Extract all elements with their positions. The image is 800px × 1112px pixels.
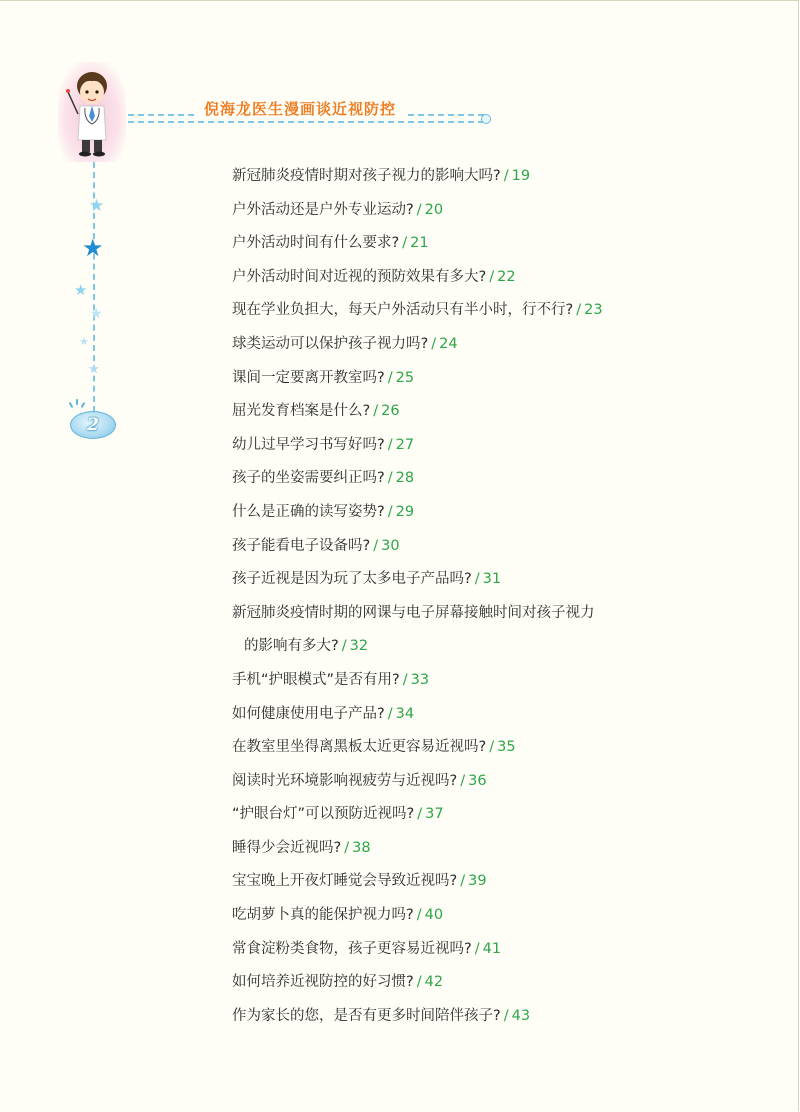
toc-page-separator: / (387, 436, 393, 453)
toc-page-separator: / (387, 503, 393, 520)
toc-page-separator: / (416, 907, 422, 924)
toc-item-title: 球类运动可以保护孩子视力吗? (232, 335, 429, 352)
table-of-contents (232, 160, 752, 1033)
toc-page-separator: / (387, 705, 393, 722)
toc-page-number: 24 (439, 335, 458, 352)
toc-page-ref (475, 941, 501, 957)
toc-page-ref (460, 773, 486, 789)
toc-page-ref (431, 336, 457, 352)
star-icon: ★ (82, 234, 104, 262)
toc-item (232, 664, 752, 698)
toc-page-ref (373, 403, 399, 419)
toc-page-number: 41 (482, 940, 502, 957)
toc-item (232, 160, 752, 194)
toc-page-number: 40 (424, 907, 444, 924)
toc-item (232, 865, 752, 899)
toc-item (232, 765, 752, 799)
toc-item-title: 户外活动时间有什么要求? (232, 235, 400, 252)
toc-page-ref (403, 672, 429, 688)
toc-page-separator: / (503, 1007, 509, 1024)
toc-page-number: 29 (395, 503, 415, 520)
toc-item (232, 731, 752, 765)
toc-item (232, 362, 752, 396)
toc-page-separator: / (402, 671, 408, 688)
toc-item (232, 429, 752, 463)
toc-page-number: 27 (395, 436, 415, 453)
toc-item-title: 孩子能看电子设备吗? (232, 537, 371, 554)
toc-item-title: 屈光发育档案是什么? (232, 403, 371, 420)
star-icon: ★ (89, 196, 105, 216)
toc-page-ref (417, 202, 443, 218)
toc-page-ref (489, 269, 515, 285)
toc-item (232, 1000, 752, 1034)
header-dot (481, 114, 491, 124)
toc-page-separator: / (416, 201, 422, 218)
toc-item (232, 698, 752, 732)
toc-item-title: 作为家长的您，是否有更多时间陪伴孩子? (232, 1007, 501, 1024)
toc-page-number: 36 (468, 772, 487, 789)
toc-page-separator: / (373, 403, 379, 420)
toc-page-separator: / (416, 974, 422, 991)
toc-item (232, 462, 752, 496)
toc-page-separator: / (489, 268, 495, 285)
toc-page-number: 32 (349, 638, 369, 655)
toc-page-ref (417, 974, 443, 990)
toc-item-title: 什么是正确的读写姿势? (232, 503, 385, 520)
toc-item-title: 吃胡萝卜真的能保护视力吗? (232, 907, 414, 924)
toc-item (232, 563, 752, 597)
toc-page-separator: / (460, 873, 466, 890)
toc-item-title: 幼儿过早学习书写好吗? (232, 436, 385, 453)
toc-page-number: 33 (410, 671, 430, 688)
toc-item (232, 798, 752, 832)
toc-item-title: 如何健康使用电子产品? (232, 705, 385, 722)
toc-page-ref (344, 840, 370, 856)
toc-page-ref (504, 168, 530, 184)
toc-item-title: 如何培养近视防控的好习惯? (232, 974, 414, 991)
toc-item (232, 933, 752, 967)
toc-page-ref (388, 706, 414, 722)
toc-page-number: 42 (424, 974, 444, 991)
toc-page-ref (388, 470, 414, 486)
toc-page-separator: / (460, 772, 466, 789)
toc-page-ref (504, 1008, 530, 1024)
doctor-cartoon-icon (58, 62, 126, 162)
toc-page-number: 38 (352, 839, 371, 856)
toc-item (232, 966, 752, 1000)
toc-page-separator: / (344, 839, 350, 856)
toc-item (232, 832, 752, 866)
toc-item (232, 530, 752, 564)
toc-item (232, 597, 752, 664)
toc-item-title: 睡得少会近视吗? (232, 839, 342, 856)
toc-item-title: 常食淀粉类食物，孩子更容易近视吗? (232, 940, 472, 957)
toc-item-title-continued-text: 的影响有多大? (244, 638, 339, 655)
toc-item (232, 227, 752, 261)
toc-page-ref (388, 504, 414, 520)
toc-page-ref (373, 538, 399, 554)
toc-item-title: 在教室里坐得离黑板太近更容易近视吗? (232, 739, 487, 756)
toc-item (232, 899, 752, 933)
toc-item-title: 孩子近视是因为玩了太多电子产品吗? (232, 571, 472, 588)
toc-page-ref (489, 739, 515, 755)
toc-page-ref (402, 235, 428, 251)
toc-item-title: 孩子的坐姿需要纠正吗? (232, 470, 385, 487)
toc-item-title: 现在学业负担大，每天户外活动只有半小时，行不行? (232, 302, 574, 319)
toc-page-separator: / (576, 302, 582, 319)
toc-page-ref (475, 571, 501, 587)
toc-item (232, 261, 752, 295)
star-icon: ★ (90, 306, 103, 322)
book-title: 倪海龙医生漫画谈近视防控 (196, 99, 404, 119)
toc-item-title: 户外活动时间对近视的预防效果有多大? (232, 268, 487, 285)
toc-page-separator: / (474, 571, 480, 588)
toc-page-separator: / (431, 335, 437, 352)
toc-page-separator: / (373, 537, 379, 554)
toc-page-separator: / (387, 369, 393, 386)
toc-item-title: 手机“护眼模式”是否有用? (232, 671, 400, 688)
toc-item-title: 新冠肺炎疫情时期对孩子视力的影响大吗? (232, 168, 501, 184)
toc-item-title: 课间一定要离开教室吗? (232, 369, 385, 386)
toc-page-ref (388, 370, 414, 386)
toc-page-number: 34 (395, 705, 415, 722)
star-icon: ★ (79, 335, 89, 348)
toc-page-separator: / (503, 168, 509, 184)
toc-item-title: 新冠肺炎疫情时期的网课与电子屏幕接触时间对孩子视力 (232, 604, 595, 621)
page-number-badge: 2 (70, 411, 116, 439)
toc-page-number: 22 (497, 268, 516, 285)
toc-page-number: 30 (381, 537, 400, 554)
star-icon: ★ (74, 281, 88, 299)
toc-item (232, 294, 752, 328)
toc-page-separator: / (387, 470, 393, 487)
toc-page-ref (576, 302, 602, 318)
toc-page-number: 23 (584, 302, 603, 319)
toc-page-number: 28 (395, 470, 415, 487)
toc-page-number: 43 (511, 1007, 531, 1024)
toc-item-title: “护眼台灯”可以预防近视吗? (232, 806, 415, 823)
toc-page-ref (460, 873, 486, 889)
toc-page-number: 39 (468, 873, 487, 890)
toc-page-number: 37 (425, 806, 444, 823)
toc-item-title-continued (232, 630, 752, 664)
toc-page-ref (417, 907, 443, 923)
toc-item-title: 阅读时光环境影响视疲劳与近视吗? (232, 772, 458, 789)
toc-page-number: 25 (395, 369, 415, 386)
header-divider (128, 121, 484, 123)
toc-page-number: 19 (511, 168, 531, 184)
toc-page-number: 21 (410, 235, 429, 252)
toc-page-separator: / (417, 806, 423, 823)
toc-item-title: 户外活动还是户外专业运动? (232, 201, 414, 218)
toc-page-separator: / (402, 235, 408, 252)
toc-item (232, 496, 752, 530)
toc-page-ref (388, 437, 414, 453)
star-icon: ★ (88, 362, 100, 377)
toc-page-number: 26 (381, 403, 400, 420)
toc-page-ref (417, 806, 443, 822)
toc-item (232, 395, 752, 429)
toc-page-separator: / (341, 638, 347, 655)
toc-page-number: 31 (482, 571, 502, 588)
toc-item-title: 宝宝晚上开夜灯睡觉会导致近视吗? (232, 873, 458, 890)
toc-item (232, 328, 752, 362)
toc-page-number: 20 (424, 201, 444, 218)
toc-page-separator: / (489, 739, 495, 756)
toc-page-ref (342, 638, 368, 654)
toc-page-separator: / (474, 940, 480, 957)
toc-item (232, 194, 752, 228)
toc-page-number: 35 (497, 739, 516, 756)
